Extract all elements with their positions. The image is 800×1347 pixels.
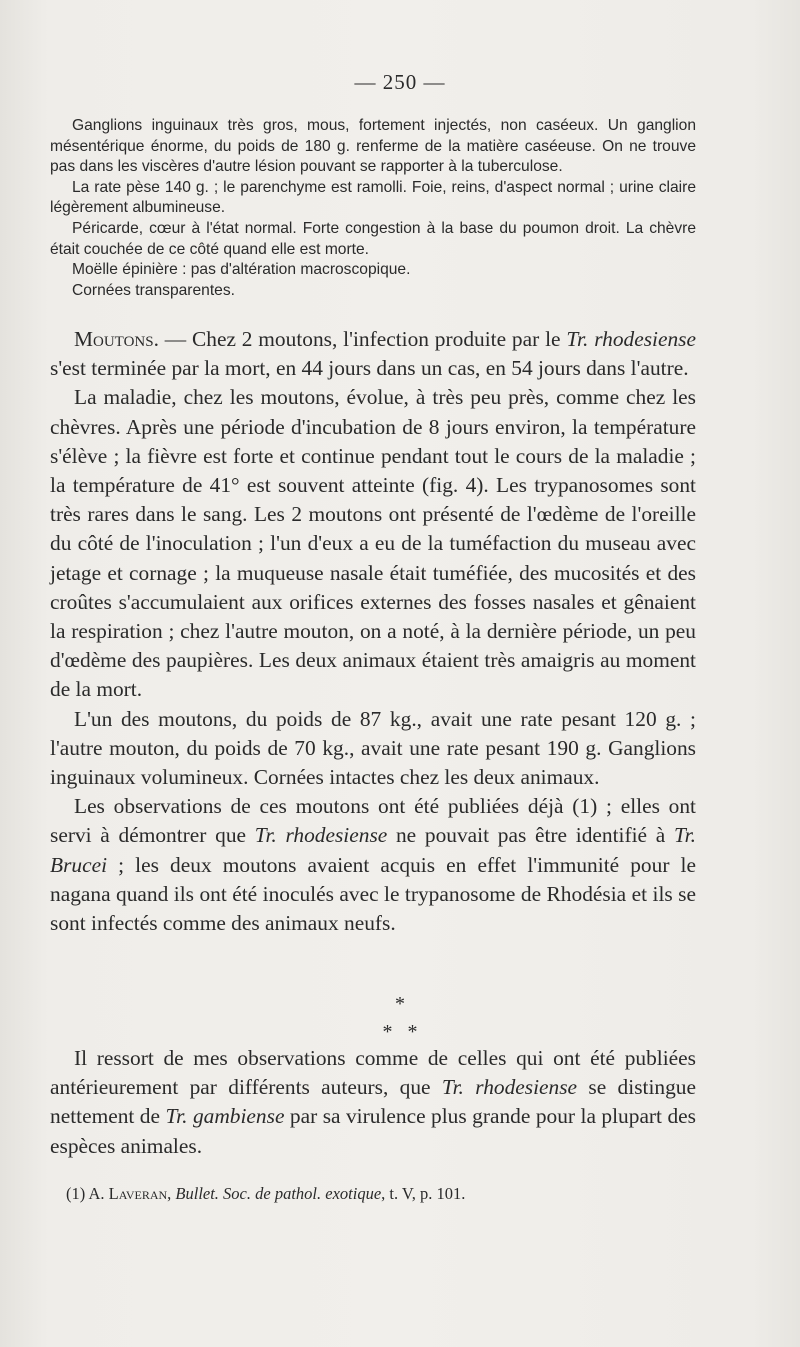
paragraph-rate: La rate pèse 140 g. ; le parenchyme est ramolli. Foie, reins, d'aspect normal ; urine claire légèrement albumineuse. [50, 178, 696, 217]
moutons-paragraph-4: Les observations de ces moutons ont été publiées déjà (1) ; elles ont servi à démontrer que Tr. rhodesiense ne pouvait pas être identifié à Tr. Brucei ; les deux moutons avaient acquis en effet l'immunité pour le nagana quand ils ont été inoculés avec le trypanosome de Rhodésia et ils se sont infectés comme des animaux neufs. [50, 794, 696, 936]
paragraph-moelle: Moëlle épinière : pas d'altération macroscopique. [72, 261, 411, 279]
conclusion-section [50, 1044, 696, 1161]
footnote: (1) A. Laveran, Bullet. Soc. de pathol. exotique, t. V, p. 101. [66, 1184, 466, 1203]
species-name: Tr. rhodesiense [254, 823, 388, 848]
moutons-paragraph-3: L'un des moutons, du poids de 87 kg., avait une rate pesant 120 g. ; l'autre mouton, du poids de 70 kg., avait une rate pesant 190 g. Ganglions inguinaux volumineux. Cornées intactes chez les deux animaux. [50, 706, 696, 790]
section-lead: Moutons [74, 327, 154, 351]
page-number: — 250 — [354, 70, 446, 94]
conclusion-paragraph: Il ressort de mes observations comme de celles qui ont été publiées antérieurement par différents auteurs, que Tr. rhodesiense se distingue nettement de Tr. gambiense par sa virulence plus grande pour la plupart des espèces animales. [50, 1046, 696, 1158]
asterisk-top: * [395, 993, 405, 1015]
section-separator [0, 990, 800, 1046]
footnote-author: Laveran [108, 1184, 168, 1203]
moutons-paragraph-2: La maladie, chez les moutons, évolue, à très peu près, comme chez les chèvres. Après une période d'incubation de 8 jours environ, la température s'élève ; la fièvre est forte et continue pendant tout le cours de la maladie ; la température de 41° est souvent atteinte (fig. 4). Les trypanosomes sont très rares dans le sang. Les 2 moutons ont présenté de l'œdème de l'oreille du côté de l'inoculation ; l'un d'eux a eu de la tuméfaction du museau avec jetage et cornage ; la muqueuse nasale était tuméfiée, des mucosités et des croûtes s'accumulaient aux orifices externes des fosses nasales et gênaient la respiration ; chez l'autre mouton, on a noté, à la dernière période, un peu d'œdème des paupières. Les deux animaux étaient très amaigris au moment de la mort. [50, 385, 696, 702]
species-name: Tr. rhodesiense [566, 327, 696, 351]
paragraph-cornees: Cornées transparentes. [72, 281, 235, 299]
necropsy-notes [50, 116, 696, 301]
paragraph-pericarde: Péricarde, cœur à l'état normal. Forte congestion à la base du poumon droit. La chèvre était couchée de ce côté quand elle est morte. [50, 219, 696, 258]
species-name: Tr. Brucei [50, 823, 696, 877]
footnote-journal: Bullet. Soc. de pathol. exotique [175, 1184, 382, 1203]
species-name: Tr. rhodesiense [441, 1075, 578, 1100]
paragraph-ganglions: Ganglions inguinaux très gros, mous, fortement injectés, non caséeux. Un ganglion mésentérique énorme, du poids de 180 g. renferme de la matière caséeuse. On ne trouve pas dans les viscères d'autre lésion pouvant se rapporter à la tuberculose. [50, 117, 696, 176]
asterisk-bottom: * * [382, 1021, 418, 1043]
moutons-section [50, 325, 696, 938]
moutons-paragraph-1: Moutons. — Chez 2 moutons, l'infection produite par le Tr. rhodesiense s'est terminée par la mort, en 44 jours dans un cas, en 54 jours dans l'autre. [50, 327, 696, 381]
species-name: Tr. gambiense [165, 1104, 285, 1129]
